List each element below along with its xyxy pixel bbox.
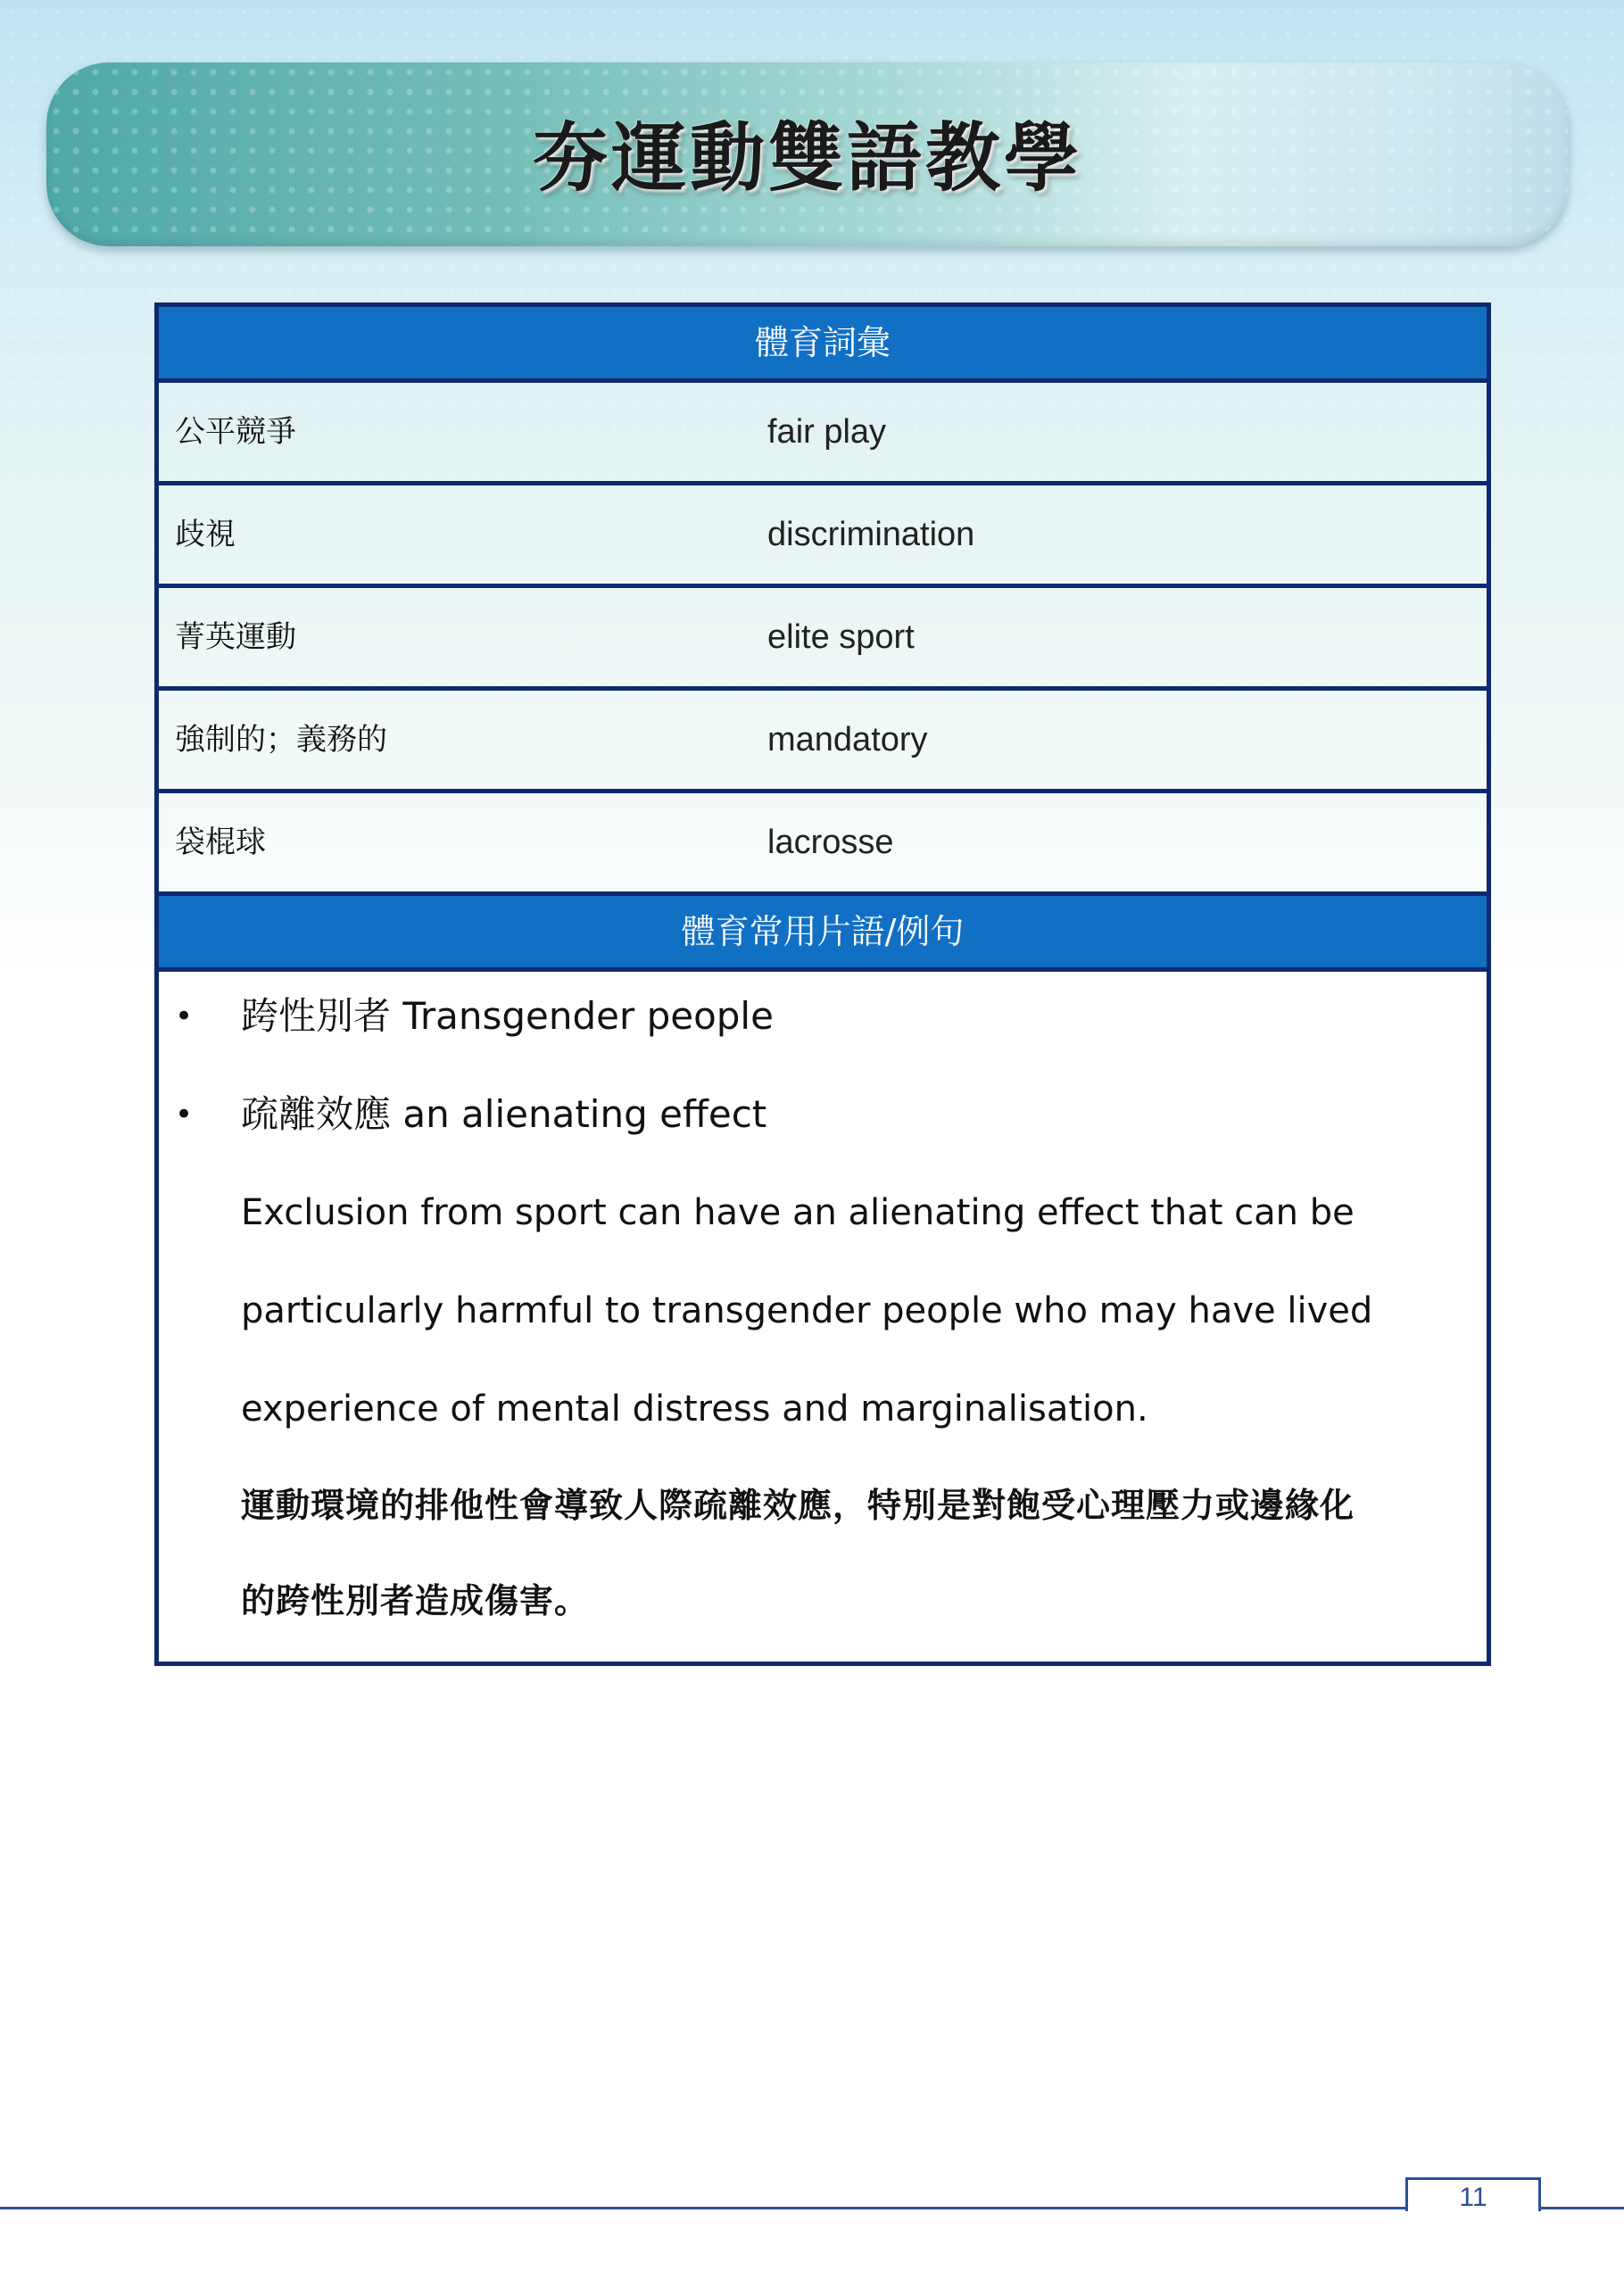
vocab-zh: 菁英運動: [175, 619, 296, 655]
page-title: 夯運動雙語教學: [532, 114, 1082, 202]
vocab-row: [159, 588, 1487, 691]
vocab-row: [159, 383, 1487, 485]
vocab-row: [159, 691, 1487, 793]
vocab-en: mandatory: [767, 721, 928, 758]
vocab-en: lacrosse: [767, 824, 894, 861]
page-number-tab: [1405, 2177, 1541, 2211]
vocab-section-header: 體育詞彙: [159, 307, 1487, 383]
bullet-icon: •: [175, 999, 194, 1034]
list-item: [159, 1079, 1487, 1150]
bullet-icon: •: [175, 1097, 194, 1132]
vocab-row: [159, 485, 1487, 588]
vocab-zh: 強制的；義務的: [175, 722, 387, 758]
title-banner: [46, 62, 1569, 246]
vocab-zh: 袋棍球: [175, 825, 266, 860]
vocab-zh: 歧視: [175, 517, 236, 552]
example-zh-line: 的跨性別者造成傷害。: [241, 1581, 590, 1620]
vocab-en: fair play: [767, 413, 887, 451]
example-en-line: experience of mental distress and marginalisation.: [241, 1388, 1148, 1430]
vocab-en: elite sport: [767, 618, 915, 656]
footer-rule: [0, 2207, 1624, 2209]
page-number: 11: [1459, 2183, 1487, 2212]
example-en-line: Exclusion from sport can have an alienating effect that can be: [241, 1192, 1355, 1233]
example-zh-line: 運動環境的排他性會導致人際疏離效應，特別是對飽受心理壓力或邊緣化: [241, 1486, 1355, 1525]
phrase-text: 疏離效應 an alienating effect: [241, 1092, 767, 1136]
phrase-section-header: 體育常用片語/例句: [159, 896, 1487, 972]
example-en-line: particularly harmful to transgender people who may have lived: [241, 1290, 1373, 1331]
phrase-text: 跨性別者 Transgender people: [241, 994, 774, 1038]
content-table: [154, 303, 1491, 1666]
list-item: [159, 981, 1487, 1052]
vocab-en: discrimination: [767, 516, 975, 553]
vocab-row: [159, 793, 1487, 896]
vocab-zh: 公平競爭: [175, 414, 296, 450]
